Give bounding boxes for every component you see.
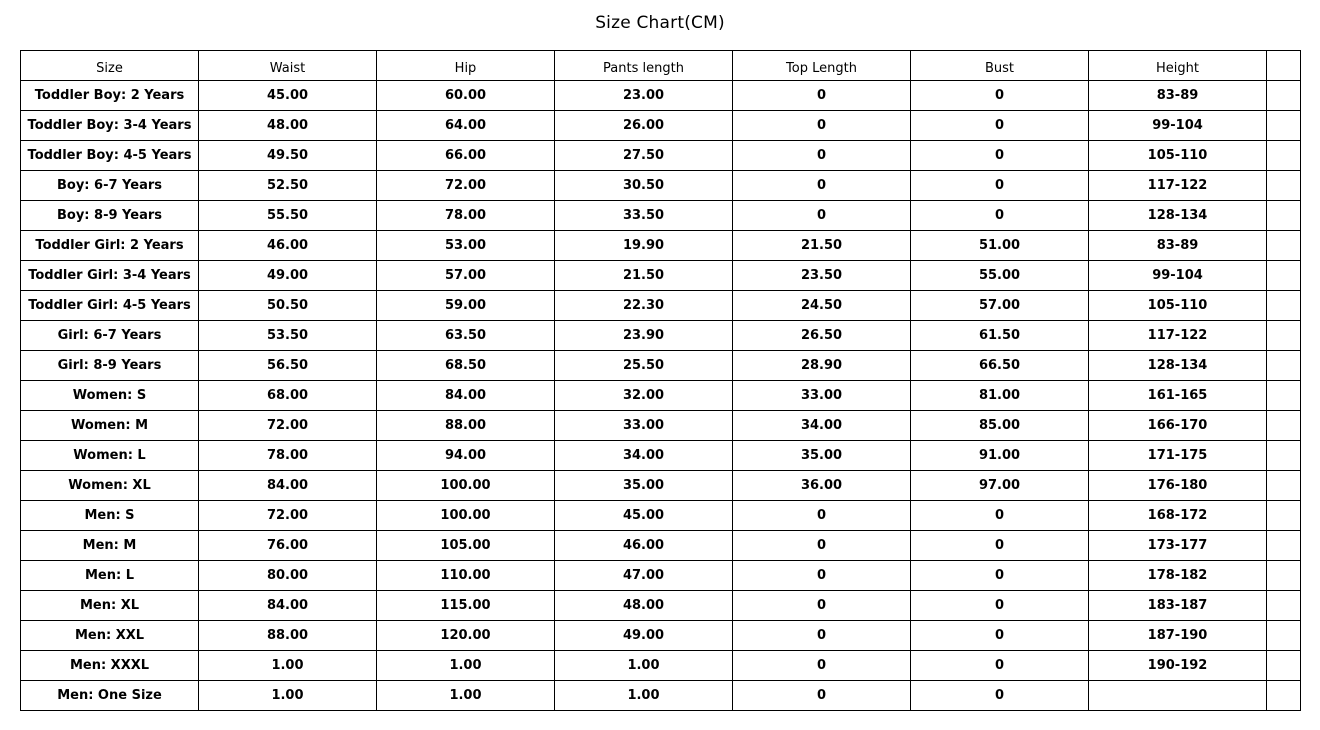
cell-pants-length: 34.00 [555,441,733,471]
cell-waist: 78.00 [199,441,377,471]
cell-pants-length: 45.00 [555,501,733,531]
cell-size: Men: M [21,531,199,561]
cell-waist: 53.50 [199,321,377,351]
cell-waist: 50.50 [199,291,377,321]
cell-pants-length: 27.50 [555,141,733,171]
cell-waist: 80.00 [199,561,377,591]
size-chart-table [20,50,1301,711]
cell-waist: 84.00 [199,471,377,501]
cell-size: Men: XL [21,591,199,621]
cell-size: Women: S [21,381,199,411]
table-row [21,411,1301,441]
cell-extra [1267,81,1301,111]
cell-waist: 88.00 [199,621,377,651]
cell-height: 105-110 [1089,141,1267,171]
cell-waist: 72.00 [199,501,377,531]
cell-top-length: 0 [733,531,911,561]
table-row [21,291,1301,321]
cell-extra [1267,591,1301,621]
cell-height: 190-192 [1089,651,1267,681]
cell-bust: 81.00 [911,381,1089,411]
cell-height: 117-122 [1089,171,1267,201]
cell-hip: 105.00 [377,531,555,561]
cell-hip: 63.50 [377,321,555,351]
cell-bust: 57.00 [911,291,1089,321]
cell-hip: 68.50 [377,351,555,381]
table-row [21,591,1301,621]
cell-extra [1267,141,1301,171]
cell-extra [1267,111,1301,141]
cell-height: 105-110 [1089,291,1267,321]
cell-pants-length: 33.50 [555,201,733,231]
column-header-height: Height [1089,51,1267,81]
cell-size: Men: One Size [21,681,199,711]
cell-height: 99-104 [1089,111,1267,141]
table-row [21,321,1301,351]
cell-top-length: 0 [733,201,911,231]
cell-pants-length: 33.00 [555,411,733,441]
cell-bust: 97.00 [911,471,1089,501]
cell-bust: 0 [911,141,1089,171]
cell-extra [1267,441,1301,471]
cell-height: 173-177 [1089,531,1267,561]
cell-top-length: 0 [733,171,911,201]
cell-waist: 45.00 [199,81,377,111]
cell-extra [1267,231,1301,261]
cell-size: Girl: 6-7 Years [21,321,199,351]
cell-pants-length: 48.00 [555,591,733,621]
cell-hip: 60.00 [377,81,555,111]
cell-hip: 94.00 [377,441,555,471]
table-row [21,141,1301,171]
cell-height: 128-134 [1089,351,1267,381]
cell-top-length: 0 [733,501,911,531]
cell-size: Toddler Girl: 2 Years [21,231,199,261]
cell-bust: 0 [911,621,1089,651]
cell-pants-length: 26.00 [555,111,733,141]
column-header-hip: Hip [377,51,555,81]
cell-bust: 0 [911,81,1089,111]
cell-waist: 49.50 [199,141,377,171]
table-row [21,261,1301,291]
table-row [21,531,1301,561]
cell-pants-length: 46.00 [555,531,733,561]
cell-hip: 57.00 [377,261,555,291]
column-header-pants-length: Pants length [555,51,733,81]
cell-waist: 72.00 [199,411,377,441]
cell-bust: 91.00 [911,441,1089,471]
table-header-row [21,51,1301,81]
table-row [21,651,1301,681]
cell-hip: 110.00 [377,561,555,591]
cell-hip: 100.00 [377,501,555,531]
cell-extra [1267,201,1301,231]
cell-size: Women: XL [21,471,199,501]
cell-top-length: 26.50 [733,321,911,351]
cell-bust: 85.00 [911,411,1089,441]
cell-bust: 0 [911,501,1089,531]
cell-hip: 88.00 [377,411,555,441]
cell-pants-length: 23.00 [555,81,733,111]
cell-pants-length: 49.00 [555,621,733,651]
cell-top-length: 21.50 [733,231,911,261]
table-row [21,561,1301,591]
cell-size: Toddler Boy: 4-5 Years [21,141,199,171]
cell-bust: 0 [911,531,1089,561]
table-row [21,351,1301,381]
cell-height: 117-122 [1089,321,1267,351]
cell-size: Toddler Girl: 3-4 Years [21,261,199,291]
cell-hip: 1.00 [377,651,555,681]
table-row [21,381,1301,411]
cell-top-length: 24.50 [733,291,911,321]
cell-top-length: 0 [733,111,911,141]
table-row [21,111,1301,141]
cell-size: Toddler Boy: 2 Years [21,81,199,111]
cell-hip: 53.00 [377,231,555,261]
cell-height: 178-182 [1089,561,1267,591]
cell-bust: 0 [911,561,1089,591]
cell-extra [1267,681,1301,711]
cell-size: Men: XXL [21,621,199,651]
cell-height: 83-89 [1089,81,1267,111]
cell-hip: 72.00 [377,171,555,201]
cell-extra [1267,501,1301,531]
cell-top-length: 23.50 [733,261,911,291]
cell-extra [1267,261,1301,291]
cell-bust: 0 [911,171,1089,201]
cell-extra [1267,171,1301,201]
cell-waist: 52.50 [199,171,377,201]
cell-pants-length: 47.00 [555,561,733,591]
cell-bust: 0 [911,681,1089,711]
table-row [21,681,1301,711]
cell-bust: 0 [911,651,1089,681]
cell-waist: 84.00 [199,591,377,621]
cell-pants-length: 30.50 [555,171,733,201]
cell-extra [1267,561,1301,591]
cell-size: Men: S [21,501,199,531]
chart-title: Size Chart(CM) [595,13,725,33]
column-header-extra [1267,51,1301,81]
cell-height: 183-187 [1089,591,1267,621]
cell-height: 187-190 [1089,621,1267,651]
cell-size: Boy: 6-7 Years [21,171,199,201]
table-row [21,81,1301,111]
cell-size: Toddler Boy: 3-4 Years [21,111,199,141]
cell-pants-length: 1.00 [555,681,733,711]
cell-hip: 64.00 [377,111,555,141]
cell-hip: 59.00 [377,291,555,321]
cell-bust: 66.50 [911,351,1089,381]
cell-top-length: 0 [733,81,911,111]
table-row [21,621,1301,651]
column-header-size: Size [21,51,199,81]
cell-waist: 68.00 [199,381,377,411]
cell-pants-length: 22.30 [555,291,733,321]
cell-top-length: 35.00 [733,441,911,471]
cell-top-length: 0 [733,141,911,171]
cell-top-length: 28.90 [733,351,911,381]
cell-pants-length: 1.00 [555,651,733,681]
cell-bust: 51.00 [911,231,1089,261]
cell-waist: 1.00 [199,651,377,681]
cell-waist: 46.00 [199,231,377,261]
cell-waist: 48.00 [199,111,377,141]
column-header-bust: Bust [911,51,1089,81]
cell-hip: 100.00 [377,471,555,501]
cell-size: Boy: 8-9 Years [21,201,199,231]
table-row [21,201,1301,231]
column-header-waist: Waist [199,51,377,81]
cell-top-length: 33.00 [733,381,911,411]
cell-height: 168-172 [1089,501,1267,531]
cell-hip: 78.00 [377,201,555,231]
cell-bust: 55.00 [911,261,1089,291]
cell-hip: 84.00 [377,381,555,411]
cell-top-length: 0 [733,681,911,711]
cell-hip: 1.00 [377,681,555,711]
cell-extra [1267,411,1301,441]
cell-size: Women: L [21,441,199,471]
cell-extra [1267,351,1301,381]
cell-waist: 55.50 [199,201,377,231]
cell-pants-length: 23.90 [555,321,733,351]
cell-bust: 61.50 [911,321,1089,351]
cell-extra [1267,291,1301,321]
column-header-top-length: Top Length [733,51,911,81]
cell-size: Girl: 8-9 Years [21,351,199,381]
table-body [21,81,1301,711]
cell-hip: 66.00 [377,141,555,171]
cell-size: Men: L [21,561,199,591]
table-row [21,471,1301,501]
cell-top-length: 0 [733,561,911,591]
cell-extra [1267,621,1301,651]
cell-extra [1267,381,1301,411]
cell-extra [1267,471,1301,501]
cell-extra [1267,531,1301,561]
cell-pants-length: 21.50 [555,261,733,291]
cell-top-length: 0 [733,651,911,681]
cell-pants-length: 35.00 [555,471,733,501]
cell-top-length: 34.00 [733,411,911,441]
cell-top-length: 0 [733,591,911,621]
cell-pants-length: 25.50 [555,351,733,381]
cell-height [1089,681,1267,711]
cell-height: 161-165 [1089,381,1267,411]
cell-waist: 76.00 [199,531,377,561]
cell-height: 176-180 [1089,471,1267,501]
cell-top-length: 0 [733,621,911,651]
cell-bust: 0 [911,111,1089,141]
table-row [21,231,1301,261]
cell-size: Toddler Girl: 4-5 Years [21,291,199,321]
cell-pants-length: 19.90 [555,231,733,261]
cell-hip: 120.00 [377,621,555,651]
cell-height: 83-89 [1089,231,1267,261]
cell-waist: 56.50 [199,351,377,381]
cell-hip: 115.00 [377,591,555,621]
cell-height: 128-134 [1089,201,1267,231]
cell-extra [1267,321,1301,351]
cell-height: 166-170 [1089,411,1267,441]
cell-size: Men: XXXL [21,651,199,681]
cell-pants-length: 32.00 [555,381,733,411]
cell-height: 99-104 [1089,261,1267,291]
cell-waist: 1.00 [199,681,377,711]
cell-waist: 49.00 [199,261,377,291]
cell-bust: 0 [911,591,1089,621]
table-row [21,441,1301,471]
cell-top-length: 36.00 [733,471,911,501]
table-row [21,501,1301,531]
table-row [21,171,1301,201]
cell-size: Women: M [21,411,199,441]
cell-extra [1267,651,1301,681]
cell-height: 171-175 [1089,441,1267,471]
cell-bust: 0 [911,201,1089,231]
